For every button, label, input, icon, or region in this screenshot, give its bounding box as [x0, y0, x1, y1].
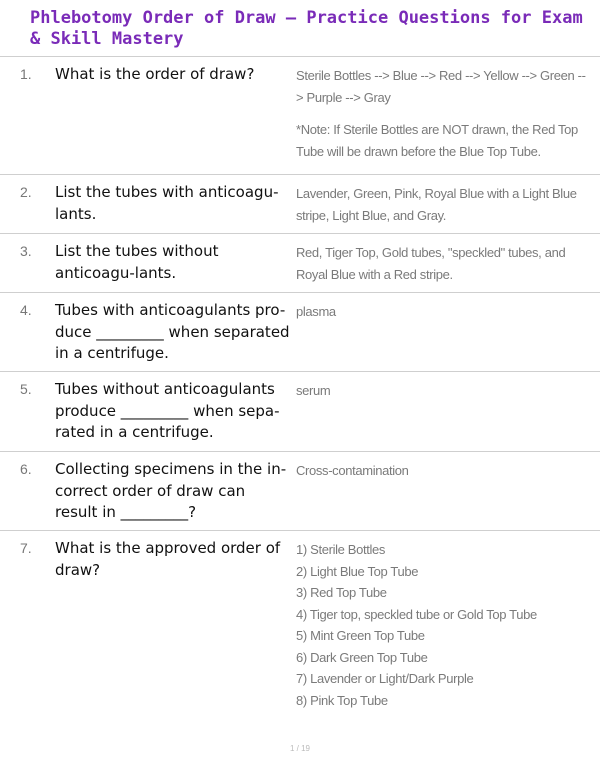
question-text: Tubes with anticoagulants pro-duce _________ when separated in a centrifuge.	[55, 301, 290, 362]
list-item: 6) Dark Green Top Tube	[296, 649, 428, 665]
answer-text: Red, Tiger Top, Gold tubes, "speckled" tubes, and Royal Blue with a Red stripe.	[296, 245, 566, 282]
question-text: List the tubes without anticoagu-lants.	[55, 242, 219, 282]
answer-text: serum	[296, 383, 331, 398]
question-number: 1.	[20, 66, 32, 82]
question-number: 3.	[20, 243, 32, 259]
question-text: List the tubes with anticoagu-lants.	[55, 183, 279, 223]
question-text: Tubes without anticoagulants produce _________ when sepa-rated in a centrifuge.	[55, 380, 280, 441]
answer-text: Cross-contamination	[296, 463, 409, 478]
list-item: 2) Light Blue Top Tube	[296, 563, 419, 579]
answer-text	[296, 65, 586, 162]
question-row-1	[0, 56, 600, 174]
question-text: Collecting specimens in the in-correct order of draw can result in _________?	[55, 460, 287, 521]
page-title: Phlebotomy Order of Draw – Practice Questions for Exam & Skill Mastery	[30, 8, 583, 49]
question-number: 2.	[20, 184, 32, 200]
question-number: 4.	[20, 302, 32, 318]
question-row-2	[0, 174, 600, 232]
question-text: What is the order of draw?	[55, 65, 255, 83]
question-row-7	[0, 530, 600, 720]
list-item: 5) Mint Green Top Tube	[296, 628, 425, 643]
answer-main: Sterile Bottles --> Blue --> Red --> Yellow --> Green --> Purple --> Gray	[296, 68, 586, 105]
list-item: 7) Lavender or Light/Dark Purple	[296, 671, 474, 686]
answer-note: *Note: If Sterile Bottles are NOT drawn, the Red Top Tube will be drawn before the Blue Top Tube.	[296, 122, 578, 159]
question-number: 6.	[20, 461, 32, 477]
answer-list	[296, 539, 586, 711]
question-number: 7.	[20, 540, 32, 556]
answer-text: Lavender, Green, Pink, Royal Blue with a Light Blue stripe, Light Blue, and Gray.	[296, 186, 577, 223]
list-item: 1) Sterile Bottles	[296, 542, 386, 557]
question-row-4	[0, 292, 600, 371]
page-indicator: 1 / 19	[289, 744, 310, 753]
question-text: What is the approved order of draw?	[55, 539, 281, 579]
list-item: 3) Red Top Tube	[296, 585, 387, 600]
question-row-3	[0, 233, 600, 292]
question-row-6	[0, 451, 600, 530]
question-number: 5.	[20, 381, 32, 397]
answer-text: plasma	[296, 304, 336, 319]
list-item: 8) Pink Top Tube	[296, 692, 388, 708]
question-row-5	[0, 371, 600, 450]
list-item: 4) Tiger top, speckled tube or Gold Top Tube	[296, 606, 537, 622]
